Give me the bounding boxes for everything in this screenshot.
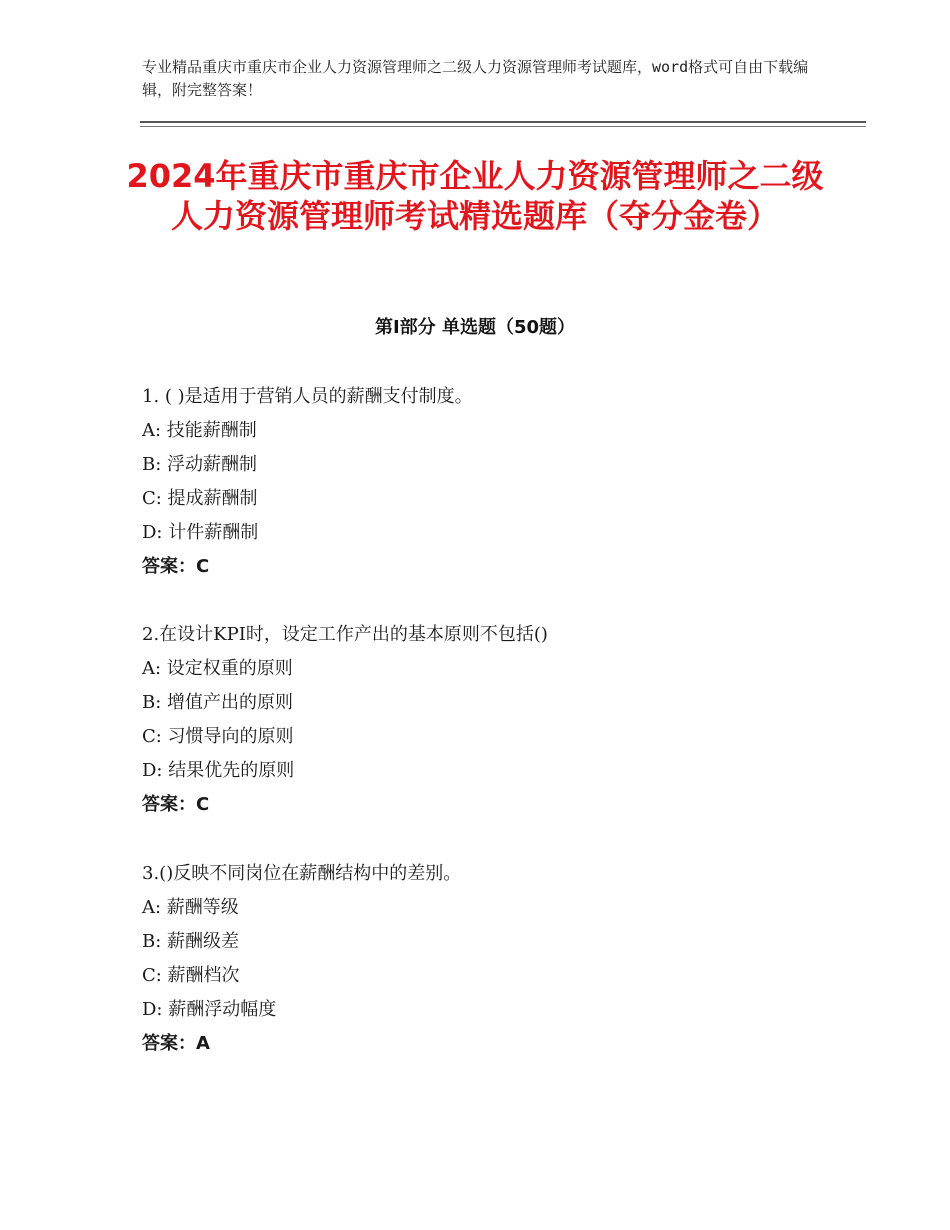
- option-a: A: 技能薪酬制: [142, 420, 257, 441]
- question-3: [142, 857, 842, 1061]
- option-b: B: 浮动薪酬制: [142, 454, 258, 475]
- question-2: [142, 618, 842, 822]
- header-note: 专业精品重庆市重庆市企业人力资源管理师之二级人力资源管理师考试题库，word格式可自由下载编辑，附完整答案！: [142, 58, 809, 99]
- option-b: B: 增值产出的原则: [142, 692, 294, 713]
- question-stem: 1. ( )是适用于营销人员的薪酬支付制度。: [142, 386, 473, 407]
- option-d: D: 薪酬浮动幅度: [142, 999, 277, 1020]
- option-c: C: 习惯导向的原则: [142, 726, 294, 747]
- option-b: B: 薪酬级差: [142, 931, 240, 952]
- option-c: C: 提成薪酬制: [142, 488, 258, 509]
- option-a: A: 薪酬等级: [142, 897, 239, 918]
- answer-line: 答案：C: [142, 794, 210, 815]
- option-c: C: 薪酬档次: [142, 965, 240, 986]
- answer-line: 答案：C: [142, 556, 210, 577]
- question-stem: 3.()反映不同岗位在薪酬结构中的差别。: [142, 863, 462, 884]
- section-heading: 第Ⅰ部分 单选题（50题）: [374, 317, 575, 338]
- question-stem: 2.在设计KPI时，设定工作产出的基本原则不包括(): [142, 624, 548, 645]
- document-title: 2024年重庆市重庆市企业人力资源管理师之二级人力资源管理师考试精选题库（夺分金卷）: [126, 157, 824, 235]
- option-a: A: 设定权重的原则: [142, 658, 293, 679]
- option-d: D: 计件薪酬制: [142, 522, 259, 543]
- header-divider-thick: [140, 121, 866, 123]
- question-1: [142, 380, 842, 584]
- option-d: D: 结果优先的原则: [142, 760, 295, 781]
- answer-line: 答案：A: [142, 1033, 210, 1054]
- header-divider-thin: [140, 126, 866, 127]
